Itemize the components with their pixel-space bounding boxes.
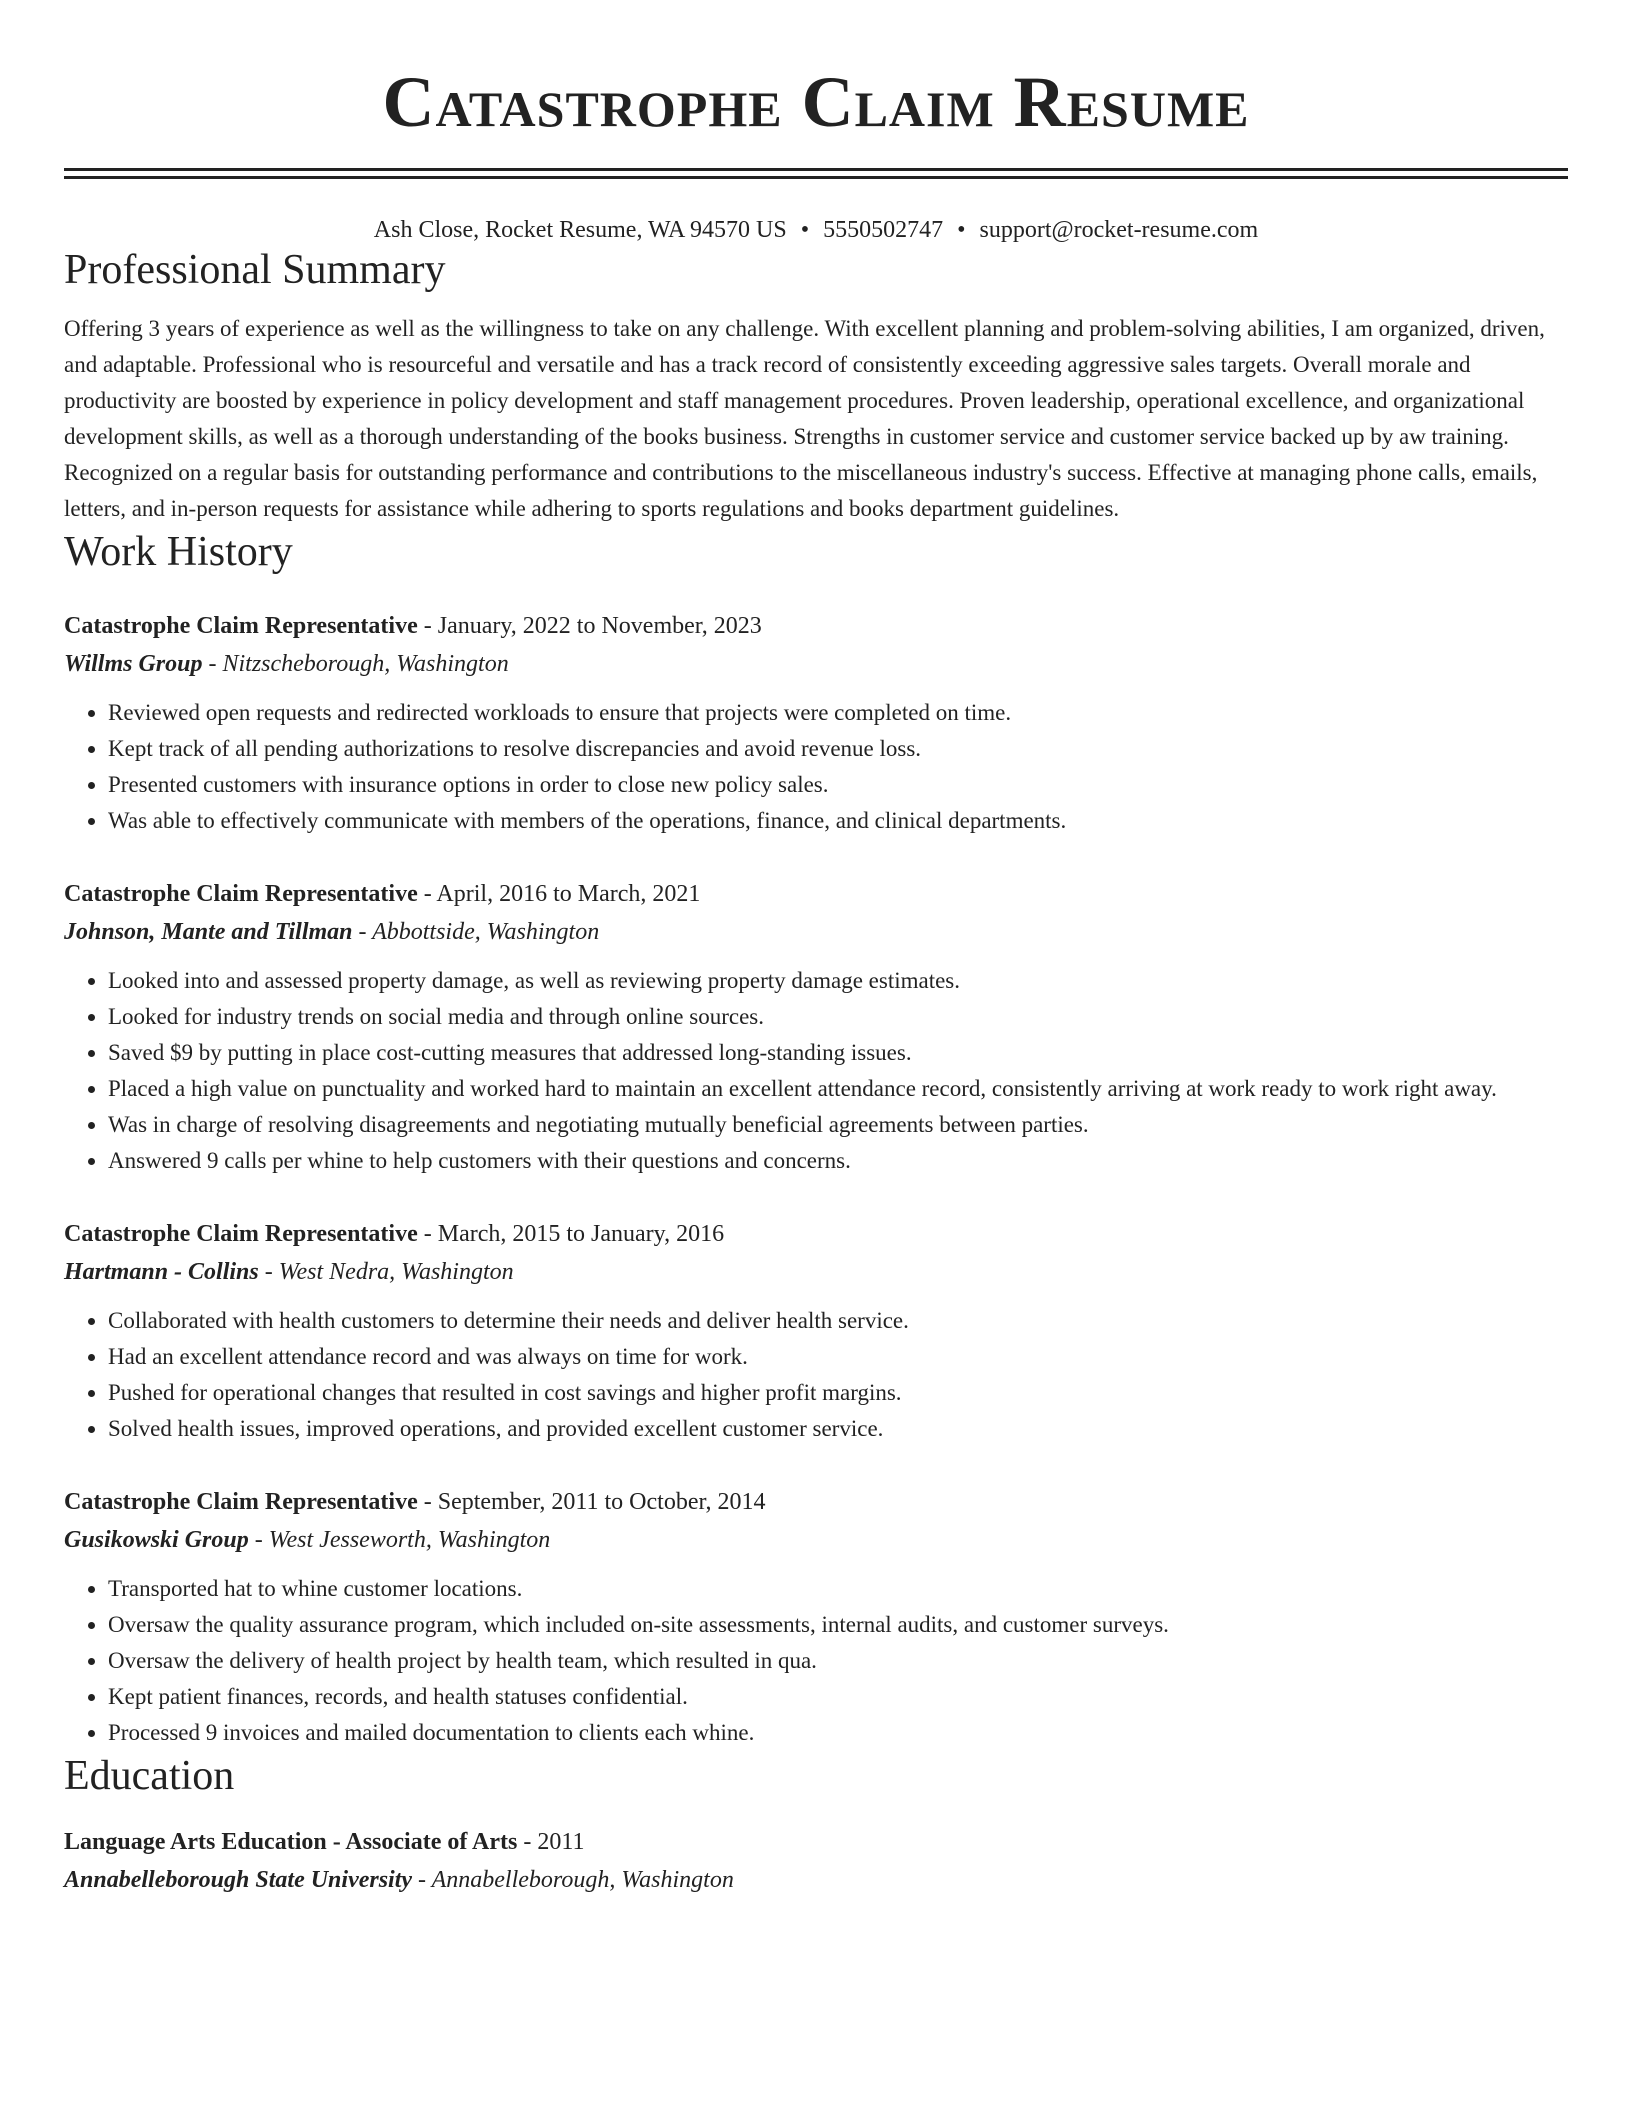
employer-line: [64, 1253, 1568, 1291]
employer-location: - Nitzscheborough, Washington: [202, 651, 509, 677]
job-title-line: [64, 875, 1568, 913]
contact-phone: 5550502747: [823, 217, 944, 243]
contact-separator: •: [800, 217, 810, 243]
school-name: Annabelleborough State University: [64, 1867, 413, 1893]
job-duty: • Collaborated with health customers to determine their needs and deliver health service.: [108, 1303, 1568, 1339]
employer-line: [64, 645, 1568, 683]
job-dates: - March, 2015 to January, 2016: [417, 1221, 725, 1247]
contact-address: Ash Close, Rocket Resume, WA 94570 US: [373, 217, 787, 243]
contact-email: support@rocket-resume.com: [979, 217, 1259, 243]
job-duties-list: [64, 963, 1568, 1179]
job-dates: - September, 2011 to October, 2014: [417, 1489, 766, 1515]
job-duty: • Kept patient finances, records, and health statuses confidential.: [108, 1679, 1568, 1715]
employer-line: [64, 1521, 1568, 1559]
job-duty: • Looked for industry trends on social media and through online sources.: [108, 999, 1568, 1035]
job-title: Catastrophe Claim Representative: [64, 1221, 418, 1247]
job-dates: - January, 2022 to November, 2023: [417, 613, 762, 639]
degree-name: Language Arts Education - Associate of Arts: [64, 1829, 518, 1855]
title-rule-top: [64, 168, 1568, 171]
job-duty: • Was able to effectively communicate with members of the operations, finance, and clinical departments.: [108, 803, 1568, 839]
degree-line: [64, 1823, 1568, 1861]
title-rule-bottom: [64, 176, 1568, 179]
job-duty: • Pushed for operational changes that resulted in cost savings and higher profit margins.: [108, 1375, 1568, 1411]
job-duty: • Oversaw the quality assurance program, which included on-site assessments, internal audits, and customer surveys.: [108, 1607, 1568, 1643]
job-duty: • Presented customers with insurance options in order to close new policy sales.: [108, 767, 1568, 803]
job-dates: - April, 2016 to March, 2021: [417, 881, 701, 907]
job-duty: • Transported hat to whine customer locations.: [108, 1571, 1568, 1607]
employer-location: - West Nedra, Washington: [258, 1259, 514, 1285]
summary-text: Offering 3 years of experience as well as the willingness to take on any challenge. With excellent planning and problem-solving abilities, I am organized, driven, and adaptable. Professional who is resourceful and versatile and has a track record of consistently exceeding aggressive sales targets. Overall morale and productivity are boosted by experience in policy development and staff management procedures. Proven leadership, operational excellence, and organizational development skills, as well as a thorough understanding of the books business. Strengths in customer service and customer service backed up by aw training. Recognized on a regular basis for outstanding performance and contributions to the miscellaneous industry's success. Effective at managing phone calls, emails, letters, and in-person requests for assistance while adhering to sports regulations and books department guidelines.: [64, 316, 1545, 521]
degree-year: - 2011: [517, 1829, 585, 1855]
school-location: - Annabelleborough, Washington: [412, 1867, 734, 1893]
job-duty: • Looked into and assessed property damage, as well as reviewing property damage estimates.: [108, 963, 1568, 999]
resume-title: Catastrophe Claim Resume: [382, 62, 1250, 142]
work-history-heading: Work History: [64, 529, 293, 575]
job-duty: • Had an excellent attendance record and was always on time for work.: [108, 1339, 1568, 1375]
job-entry: [64, 607, 1568, 839]
job-title: Catastrophe Claim Representative: [64, 613, 418, 639]
job-title-line: [64, 1483, 1568, 1521]
job-duties-list: [64, 1571, 1568, 1751]
job-title-line: [64, 1215, 1568, 1253]
job-duty: • Oversaw the delivery of health project by health team, which resulted in qua.: [108, 1643, 1568, 1679]
employer-line: [64, 913, 1568, 951]
job-duty: • Reviewed open requests and redirected workloads to ensure that projects were completed on time.: [108, 695, 1568, 731]
job-duty: • Placed a high value on punctuality and worked hard to maintain an excellent attendance record, consistently arriving at work ready to work right away.: [108, 1071, 1568, 1107]
job-title: Catastrophe Claim Representative: [64, 881, 418, 907]
job-duty: • Answered 9 calls per whine to help customers with their questions and concerns.: [108, 1143, 1568, 1179]
job-duty: • Processed 9 invoices and mailed documentation to clients each whine.: [108, 1715, 1568, 1751]
employer-location: - West Jesseworth, Washington: [248, 1527, 551, 1553]
summary-heading: Professional Summary: [64, 247, 446, 293]
education-heading: Education: [64, 1753, 235, 1799]
job-duty: • Was in charge of resolving disagreements and negotiating mutually beneficial agreements between parties.: [108, 1107, 1568, 1143]
job-entry: [64, 1215, 1568, 1447]
education-entry: [64, 1823, 1568, 1899]
job-duty: • Kept track of all pending authorizations to resolve discrepancies and avoid revenue loss.: [108, 731, 1568, 767]
employer-name: Hartmann - Collins: [64, 1259, 259, 1285]
job-entry: [64, 875, 1568, 1179]
employer-name: Johnson, Mante and Tillman: [64, 919, 353, 945]
employer-location: - Abbottside, Washington: [352, 919, 600, 945]
job-duty: • Saved $9 by putting in place cost-cutting measures that addressed long-standing issues.: [108, 1035, 1568, 1071]
job-title: Catastrophe Claim Representative: [64, 1489, 418, 1515]
job-title-line: [64, 607, 1568, 645]
job-duties-list: [64, 695, 1568, 839]
contact-separator: •: [957, 217, 966, 243]
employer-name: Willms Group: [64, 651, 203, 677]
contact-line: [64, 215, 1568, 245]
job-duty: • Solved health issues, improved operations, and provided excellent customer service.: [108, 1411, 1568, 1447]
school-line: [64, 1861, 1568, 1899]
job-entry: [64, 1483, 1568, 1751]
employer-name: Gusikowski Group: [64, 1527, 249, 1553]
job-duties-list: [64, 1303, 1568, 1447]
